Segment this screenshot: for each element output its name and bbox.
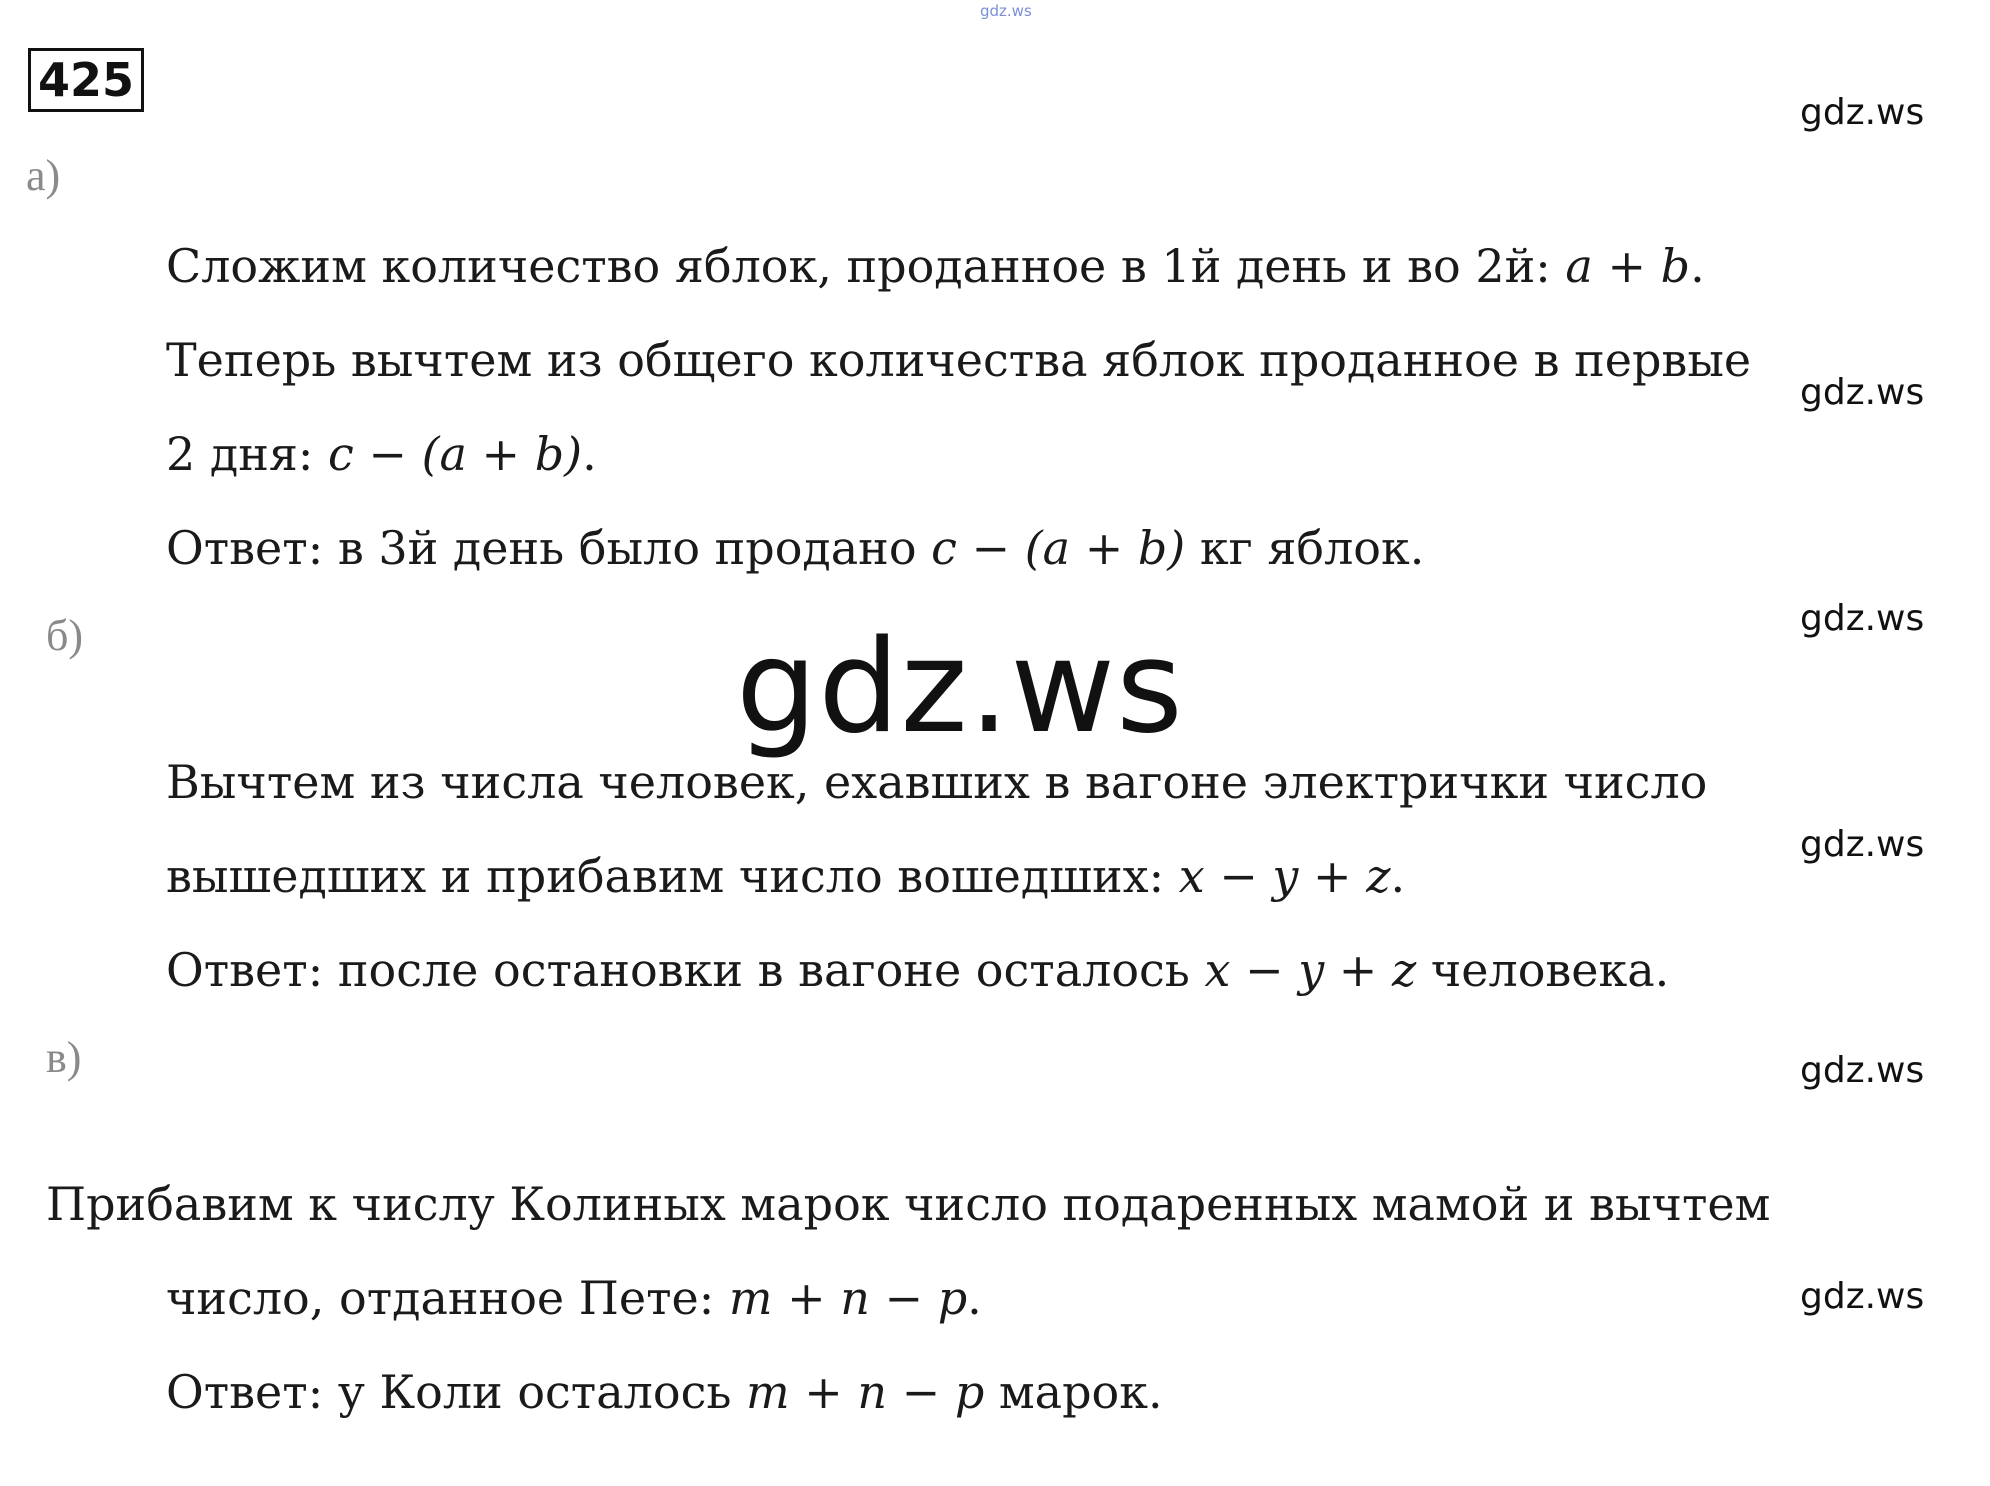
watermark-5: gdz.ws [1800, 1050, 1925, 1091]
formula: x − y + z [1178, 849, 1391, 903]
watermark-2: gdz.ws [1800, 372, 1925, 413]
formula: x − y + z [1204, 943, 1417, 997]
task-number-box: 425 [28, 48, 144, 112]
watermark-3: gdz.ws [1800, 598, 1925, 639]
formula: c − (a + b) [328, 427, 583, 481]
part-b-line-2: вышедших и прибавим число вошедших: x − y + z. [166, 849, 1406, 903]
part-c-answer: Ответ: у Коли осталось m + n − p марок. [166, 1365, 1163, 1419]
part-a-line-3: 2 дня: c − (a + b). [166, 427, 597, 481]
watermark-1: gdz.ws [1800, 92, 1925, 133]
part-a-answer: Ответ: в 3й день было продано c − (a + b) кг яблок. [166, 521, 1425, 575]
formula: m + n − p [746, 1365, 985, 1419]
part-label-a: а) [26, 151, 61, 200]
watermark-top: gdz.ws [980, 2, 1032, 20]
formula: m + n − p [728, 1271, 968, 1325]
part-a-line-1: Сложим количество яблок, проданное в 1й день и во 2й: a + b. [166, 239, 1705, 293]
formula: a + b [1565, 239, 1691, 293]
part-c-line-2: число, отданное Пете: m + n − p. [166, 1271, 982, 1325]
part-a-line-2: Теперь вычтем из общего количества яблок проданное в первые [166, 333, 1752, 387]
part-label-c: в) [46, 1033, 82, 1082]
watermark-large: gdz.ws [736, 613, 1184, 762]
watermark-6: gdz.ws [1800, 1276, 1925, 1317]
part-b-answer: Ответ: после остановки в вагоне осталось x − y + z человека. [166, 943, 1670, 997]
formula: c − (a + b) [931, 521, 1186, 575]
watermark-4: gdz.ws [1800, 824, 1925, 865]
part-b-line-1: Вычтем из числа человек, ехавших в вагоне электрички число [166, 755, 1708, 809]
part-label-b: б) [46, 611, 84, 660]
part-c-line-1: Прибавим к числу Колиных марок число подаренных мамой и вычтем [46, 1177, 1771, 1231]
